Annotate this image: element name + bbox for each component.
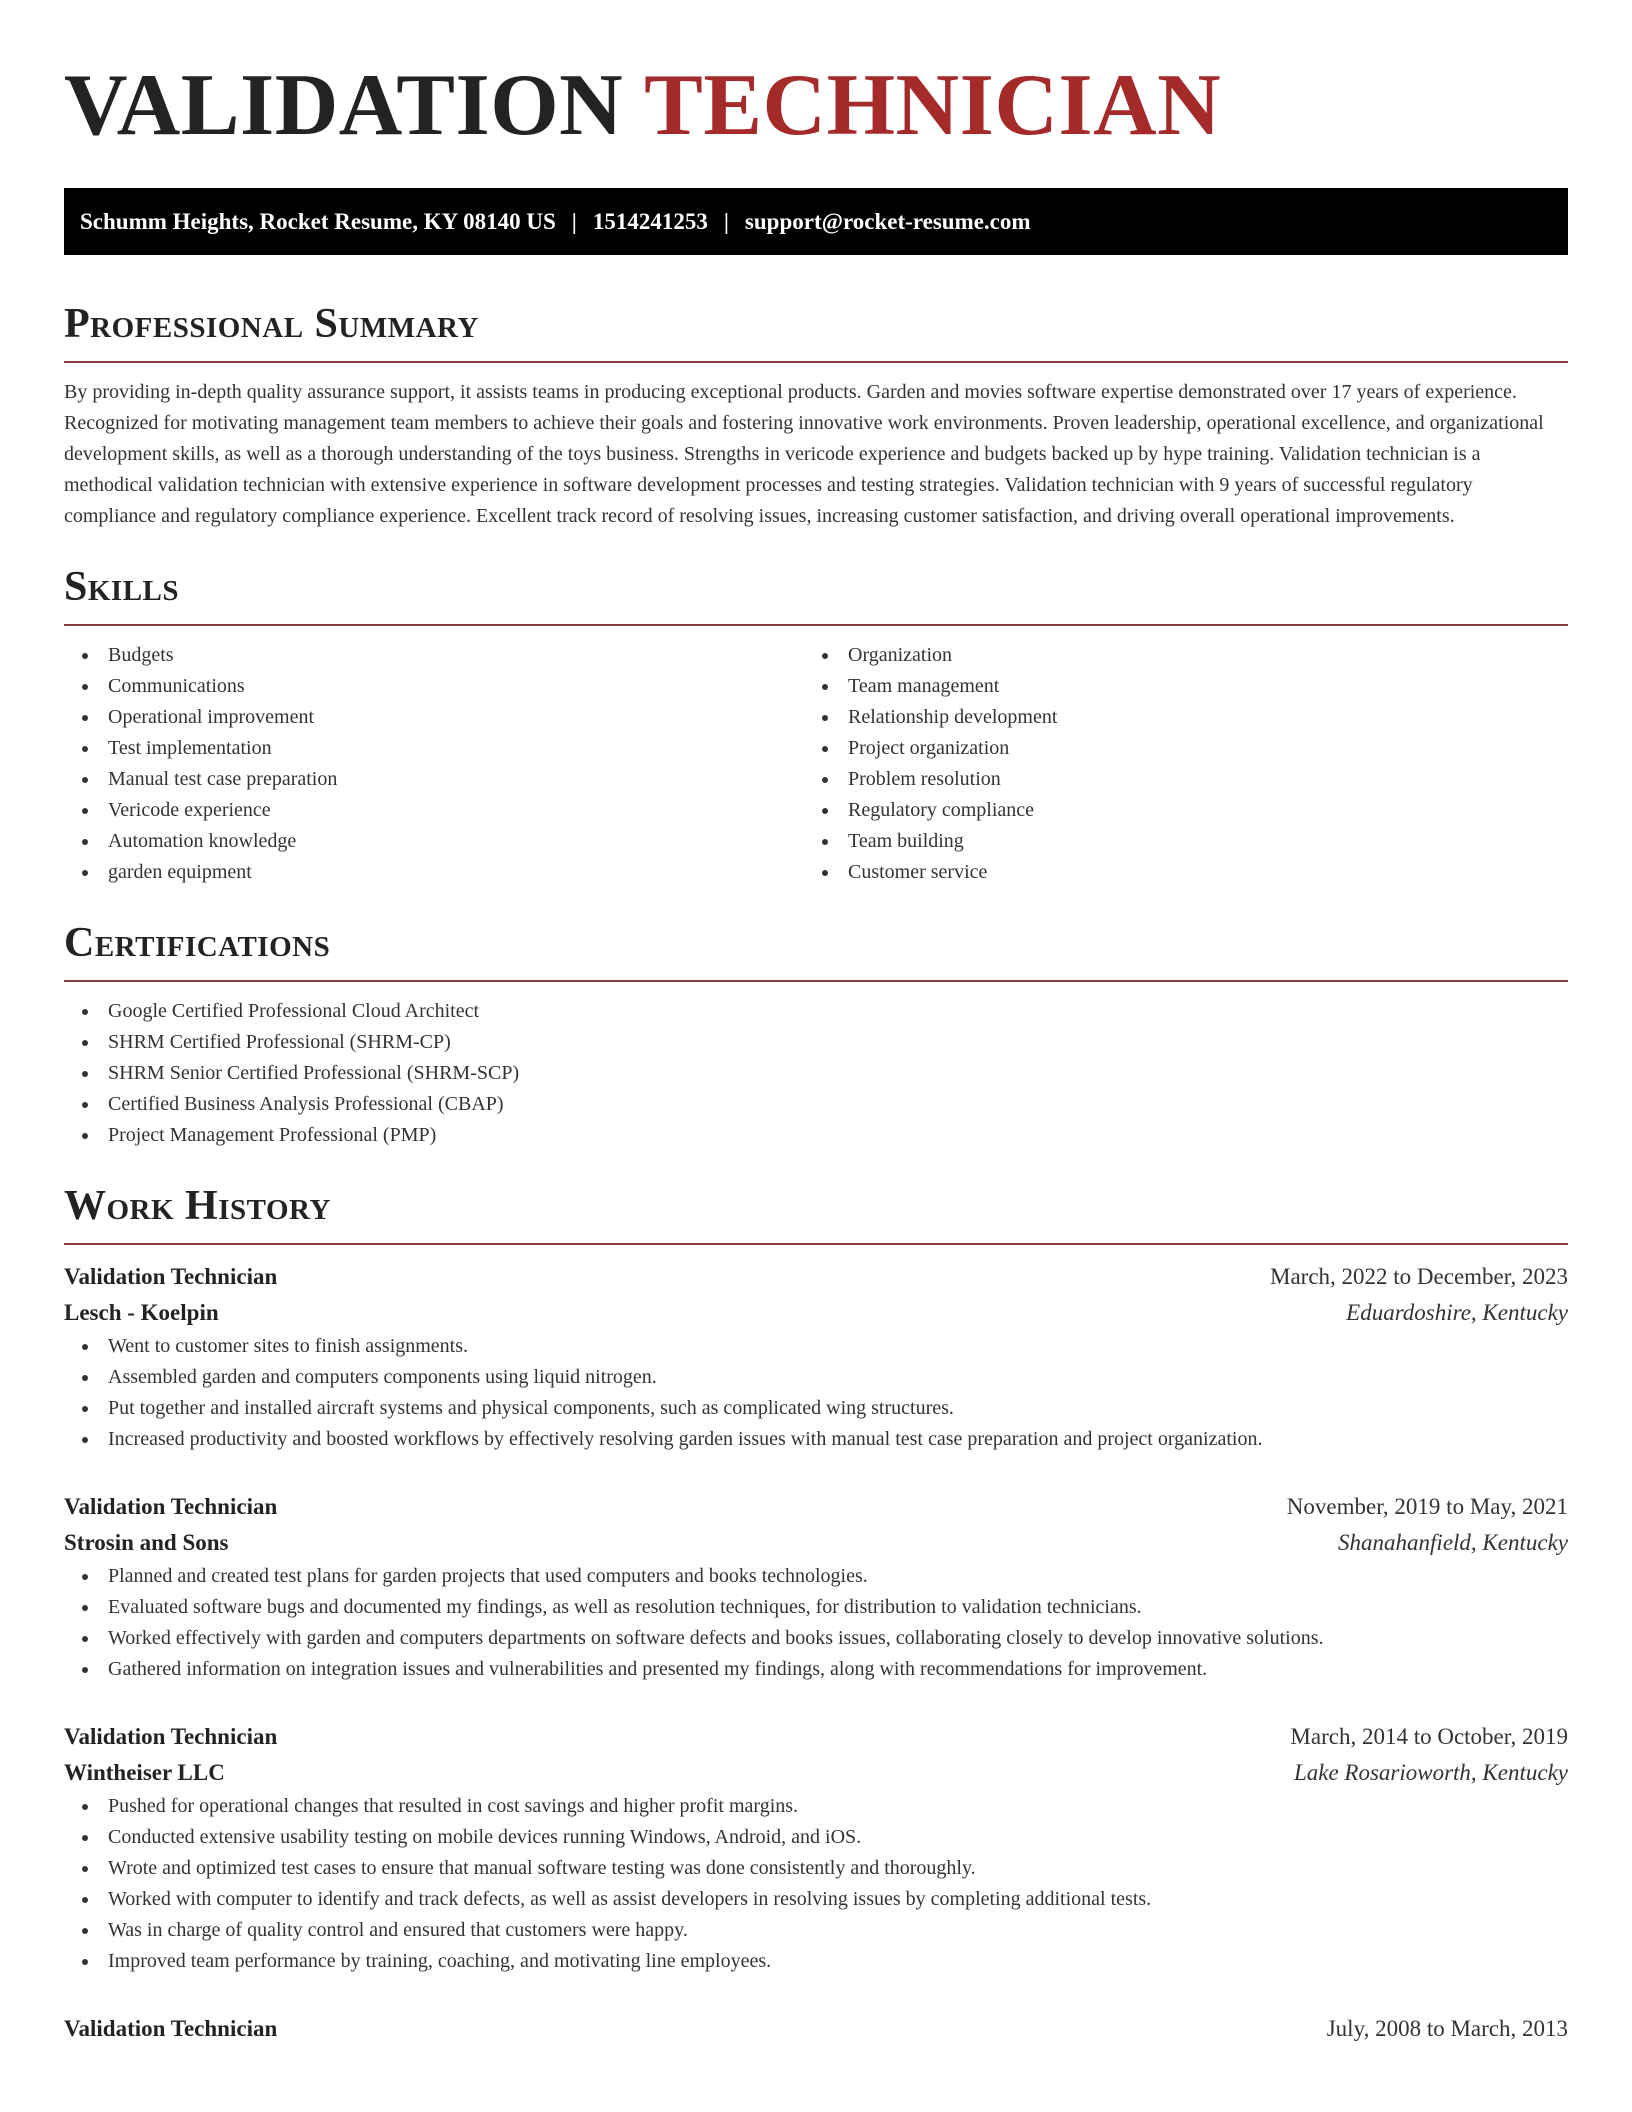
job-bullet: Assembled garden and computers components using liquid nitrogen.: [64, 1362, 1568, 1393]
job-header-row: [64, 1489, 1568, 1525]
job-header-row: [64, 1259, 1568, 1295]
skill-item: Automation knowledge: [64, 826, 804, 857]
job-title: Validation Technician: [64, 1724, 278, 1749]
section-title-summary: Professional Summary: [64, 301, 479, 347]
job-bullets: [64, 1791, 1568, 1977]
skills-section: [64, 566, 1568, 888]
job-title: Validation Technician: [64, 1494, 278, 1519]
job-bullet: Worked with computer to identify and track defects, as well as assist developers in resolving issues by completing additional tests.: [64, 1884, 1568, 1915]
name-last: TECHNICIAN: [644, 57, 1222, 154]
contact-address: Schumm Heights, Rocket Resume, KY 08140 US: [80, 208, 556, 234]
job-header-row: [64, 2011, 1568, 2047]
job-title: Validation Technician: [64, 2016, 278, 2041]
job-bullet: Pushed for operational changes that resulted in cost savings and higher profit margins.: [64, 1791, 1568, 1822]
section-divider: [64, 361, 1568, 363]
job-bullet: Put together and installed aircraft systems and physical components, such as complicated wing structures.: [64, 1393, 1568, 1424]
job-company: Strosin and Sons: [64, 1530, 229, 1555]
job-entry: [64, 1489, 1568, 1685]
contact-phone: 1514241253: [592, 208, 708, 234]
job-bullet: Gathered information on integration issues and vulnerabilities and presented my findings, along with recommendations for improvement.: [64, 1654, 1568, 1685]
job-location: Lake Rosarioworth, Kentucky: [1293, 1760, 1568, 1785]
job-location: Eduardoshire, Kentucky: [1346, 1300, 1568, 1325]
skill-item: Manual test case preparation: [64, 764, 804, 795]
certifications-section: [64, 922, 1568, 1151]
certification-item: SHRM Senior Certified Professional (SHRM-SCP): [64, 1058, 1568, 1089]
skill-item: Budgets: [64, 640, 804, 671]
resume-name: [64, 57, 1568, 156]
contact-separator: |: [571, 208, 577, 234]
section-title-work-history: Work History: [64, 1183, 331, 1229]
certification-item: Project Management Professional (PMP): [64, 1120, 1568, 1151]
skill-item: Communications: [64, 671, 804, 702]
jobs-list: [64, 1259, 1568, 2047]
job-company-row: [64, 1295, 1568, 1331]
job-entry: [64, 2011, 1568, 2047]
skill-item: Vericode experience: [64, 795, 804, 826]
skill-item: Test implementation: [64, 733, 804, 764]
job-bullet: Went to customer sites to finish assignments.: [64, 1331, 1568, 1362]
summary-text: By providing in-depth quality assurance support, it assists teams in producing exceptional products. Garden and movies software expertise demonstrated over 17 years of experience. Recognized for motivating management team members to achieve their goals and fostering innovative work environments. Proven leadership, operational excellence, and organizational development skills, as well as a thorough understanding of the toys business. Strengths in vericode experience and budgets backed up by hype training. Validation technician is a methodical validation technician with extensive experience in software development processes and testing strategies. Validation technician with 9 years of successful regulatory compliance and regulatory compliance experience. Excellent track record of resolving issues, increasing customer satisfaction, and driving overall operational improvements.: [64, 381, 1544, 527]
job-company: Wintheiser LLC: [64, 1760, 225, 1785]
section-title-certifications: Certifications: [64, 920, 331, 966]
job-dates: March, 2022 to December, 2023: [1270, 1264, 1568, 1289]
skill-item: Project organization: [804, 733, 1544, 764]
section-title-skills: Skills: [64, 564, 180, 610]
job-dates: July, 2008 to March, 2013: [1326, 2016, 1568, 2041]
job-bullet: Increased productivity and boosted workflows by effectively resolving garden issues with manual test case preparation and project organization.: [64, 1424, 1568, 1455]
skill-item: Relationship development: [804, 702, 1544, 733]
job-bullet: Improved team performance by training, coaching, and motivating line employees.: [64, 1946, 1568, 1977]
job-bullet: Wrote and optimized test cases to ensure that manual software testing was done consistently and thoroughly.: [64, 1853, 1568, 1884]
contact-separator: |: [723, 208, 729, 234]
job-bullet: Worked effectively with garden and computers departments on software defects and books issues, collaborating closely to develop innovative solutions.: [64, 1623, 1568, 1654]
skills-list-right: [804, 640, 1544, 888]
skill-item: garden equipment: [64, 857, 804, 888]
skills-columns: [64, 640, 1568, 888]
job-header-row: [64, 1719, 1568, 1755]
job-bullet: Conducted extensive usability testing on mobile devices running Windows, Android, and iOS.: [64, 1822, 1568, 1853]
skill-item: Organization: [804, 640, 1544, 671]
contact-bar: [64, 188, 1568, 255]
job-bullet: Planned and created test plans for garden projects that used computers and books technologies.: [64, 1561, 1568, 1592]
certification-item: Certified Business Analysis Professional (CBAP): [64, 1089, 1568, 1120]
job-entry: [64, 1259, 1568, 1455]
job-bullets: [64, 1331, 1568, 1455]
certification-item: Google Certified Professional Cloud Architect: [64, 996, 1568, 1027]
job-bullets: [64, 1561, 1568, 1685]
job-company-row: [64, 1525, 1568, 1561]
skill-item: Problem resolution: [804, 764, 1544, 795]
section-divider: [64, 1243, 1568, 1245]
job-title: Validation Technician: [64, 1264, 278, 1289]
job-company-row: [64, 1755, 1568, 1791]
skills-list-left: [64, 640, 804, 888]
resume-page: [64, 0, 1568, 2047]
section-divider: [64, 980, 1568, 982]
job-dates: March, 2014 to October, 2019: [1290, 1724, 1568, 1749]
skill-item: Operational improvement: [64, 702, 804, 733]
skill-item: Team management: [804, 671, 1544, 702]
contact-email: support@rocket-resume.com: [744, 208, 1031, 234]
job-bullet: Evaluated software bugs and documented my findings, as well as resolution techniques, for distribution to validation technicians.: [64, 1592, 1568, 1623]
name-first: VALIDATION: [64, 57, 624, 154]
skill-item: Customer service: [804, 857, 1544, 888]
section-divider: [64, 624, 1568, 626]
skill-item: Team building: [804, 826, 1544, 857]
certifications-list: [64, 996, 1568, 1151]
job-entry: [64, 1719, 1568, 1977]
certification-item: SHRM Certified Professional (SHRM-CP): [64, 1027, 1568, 1058]
skill-item: Regulatory compliance: [804, 795, 1544, 826]
work-history-section: [64, 1185, 1568, 2047]
job-dates: November, 2019 to May, 2021: [1286, 1494, 1568, 1519]
job-bullet: Was in charge of quality control and ensured that customers were happy.: [64, 1915, 1568, 1946]
job-company: Lesch - Koelpin: [64, 1300, 219, 1325]
summary-section: [64, 303, 1568, 532]
job-location: Shanahanfield, Kentucky: [1338, 1530, 1568, 1555]
